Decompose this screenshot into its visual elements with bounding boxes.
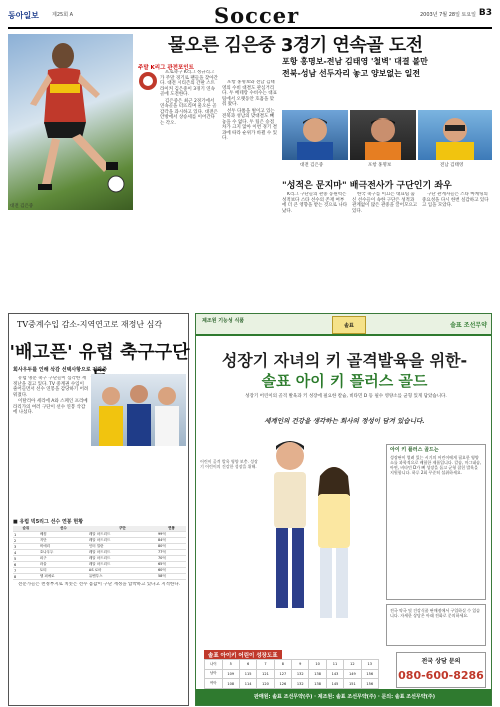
photo-caption-3: 전남 김태영 [440,163,464,168]
ad-table-cell: 남아 [205,669,223,679]
box-byline: 회사우두를 인해 삭감 선택사항으로 전락중 [13,367,107,373]
ad-phone-box[interactable] [396,652,486,688]
player-photo-3 [418,110,492,160]
article-paragraph: 선두 다툼을 벌이고 있는 전북과 성남의 맞대결도 빼놓을 수 없다. 두 팀은 승점 차가 크지 않아 이번 경기 결과에 따라 순위가 바뀔 수 있다. [222,108,277,141]
advertisement[interactable] [195,313,492,706]
ad-table-cell: 126 [274,679,291,689]
lead-label: 주말 K리그 관전포인트 [138,65,194,71]
section-title: Soccer [214,3,300,28]
table-cell: 베컴 [39,532,88,538]
table-cell: 지단 [39,538,88,544]
ad-phone-number[interactable]: 080-600-8286 [398,669,484,682]
ad-product-name: 솔표 아이 키 플러스 골드 [261,372,428,390]
ad-slogan: 세계인의 건강을 생각하는 회사의 정성이 담겨 있습니다. [264,417,425,425]
ad-table-cell: 11 [326,660,343,670]
table-cell: 84억 [157,538,186,544]
photo-caption-2: 포항 홍명보 [368,163,392,168]
ad-left-note: 어린이 골격 발육 영양 보충. 성장기 어린이의 건강한 성장을 위해. [200,459,258,469]
ad-top-banner [196,314,492,336]
table-cell: 99억 [157,532,186,538]
main-headline: 물오른 김은중 3경기 연속골 도전 [168,35,423,56]
ad-table-cell: 151 [344,679,361,689]
ad-table-cell: 10 [309,660,326,670]
ad-table-cell: 156 [361,679,378,689]
table-cell: 7 [13,568,39,574]
table-cell: 70억 [157,556,186,562]
ad-table-cell: 120 [257,679,274,689]
ad-company-name: 솔표 조선무약 [450,322,487,329]
masthead [8,3,492,29]
article-paragraph: 전문가들은 천정부지로 치솟은 선수 몸값이 구단 재정을 압박하고 있다고 지적한다. [18,582,181,587]
article-paragraph: K리그 구단들의 관중 동원력은 성적보다 스타 선수의 존재 여부에 더 큰 영향을 받는 것으로 나타났다. [282,192,348,214]
table-cell: 인터 밀란 [88,544,157,550]
table-cell: 3 [13,544,39,550]
paper-name: 동아일보 [8,11,39,20]
box-text-column-2 [13,582,186,702]
ad-table-cell: 127 [274,669,291,679]
article-paragraph: 포항 홍명보와 전남 김태영의 수비 대결도 관심거리다. 두 베테랑 수비수는 대표팀에서 오랫동안 호흡을 맞춰 왔다. [222,80,277,107]
ad-brand-tag: 제조원 기능성 식품 [202,318,245,324]
table-cell: 토티 [39,568,88,574]
ad-phone-label: 전국 상담 문의 [421,658,461,665]
photo-caption-1: 대전 김은중 [300,163,324,168]
table-title: ■ 유럽 빅5리그 선수 연봉 현황 [13,519,84,525]
table-cell: 레알 마드리드 [88,532,157,538]
ad-table-cell: 121 [257,669,274,679]
ad-table-cell: 12 [344,660,361,670]
ad-table-cell: 145 [326,679,343,689]
table-cell: 레알 마드리드 [88,538,157,544]
article-column-1 [160,70,218,310]
issue-date: 2003년 7월 28일 토요일 [419,12,476,18]
player-illustration [8,34,133,210]
table-cell: 65억 [157,562,186,568]
table-row [13,574,186,580]
right-column-1 [282,192,348,308]
ad-table-cell: 149 [344,669,361,679]
ad-table-cell: 138 [309,679,326,689]
ad-table-cell: 여아 [205,679,223,689]
k-league-logo [138,71,158,91]
ad-info-box [386,444,486,600]
table-cell: AS 로마 [88,568,157,574]
ad-table-cell: 9 [292,660,309,670]
player-photo [8,34,133,210]
ad-table-cell: 나이 [205,660,223,670]
ad-table-cell: 13 [361,660,378,670]
ad-table-row [205,679,379,689]
page-number: B3 [478,8,492,18]
ad-table-cell: 132 [292,669,309,679]
ad-product-box: 솔표 [332,316,366,334]
photo-caption: 대전 김은중 [10,204,34,209]
table-cell: 58억 [157,574,186,580]
table-cell: 레알 마드리드 [88,550,157,556]
edition-label: 제25회 A [52,12,74,18]
table-cell: 5 [13,556,39,562]
ad-description: 성장기 어린이의 골격 발육과 키 성장에 필요한 칼슘, 비타민 D 등 필수 영양소를 균형 있게 담았습니다. [245,394,447,399]
ad-purchase-box: 전국 약국 및 건강식품 판매점에서 구입하실 수 있습니다. 자세한 상담은 아래 전화로 문의하세요. [386,604,486,646]
table-cell: 80억 [157,544,186,550]
right-column-2 [352,192,418,308]
ad-chart-title: 솔표 아이키 어린이 성장도표 [204,650,282,660]
right-column-3 [422,192,492,308]
box-kicker: TV중계수입 감소-지역연고로 재정난 심각 [17,320,163,329]
article-paragraph: 프로축구 K리그 정규리그가 주말 경기로 팬들을 찾아간다. 대전 시티즌의 간판 스트라이커 김은중이 3경기 연속골에 도전한다. [160,70,218,97]
salary-table [13,526,186,580]
table-cell: 피구 [39,556,88,562]
article-paragraph: 유럽 명문 축구 구단들이 심각한 재정난을 겪고 있다. TV 중계권 수입이 줄어들면서 선수 연봉을 감당하기 어려워졌다. [13,376,89,398]
ad-headline: 성장기 자녀의 키 골격발육을 위한- [221,351,468,370]
ad-table-cell: 114 [239,679,256,689]
ad-info-text: 성장판이 열려 있는 시기의 어린이에게 필요한 영양소를 과학적으로 배합한 제품입니다. 칼슘, 마그네슘, 아연, 비타민 D가 뼈 성장을 돕고 균형 잡힌 발육을 지원합니다. 하루 2회 꾸준히 섭취하세요. [390,455,482,475]
players-group-photo [91,374,186,446]
table-cell: 77억 [157,550,186,556]
ad-table-cell: 108 [222,679,239,689]
ad-table-cell: 109 [222,669,239,679]
ad-table-cell: 115 [239,669,256,679]
box-text-column-1 [13,376,89,516]
table-header-cell: 선수 [39,526,88,532]
ad-table-cell: 8 [274,660,291,670]
subhead-2: 전북-성남 선두자리 놓고 양보없는 일전 [282,69,421,78]
article-paragraph: 구단 관계자들은 스타 마케팅의 중요성을 다시 한번 실감하고 있다고 입을 모았다. [422,192,489,208]
table-cell: 델 피에로 [39,574,88,580]
player-photo-1 [282,110,348,160]
ad-table-cell: 132 [292,679,309,689]
ad-kids-illustration [256,426,368,646]
ad-growth-table [204,659,379,689]
ad-table-cell: 156 [361,669,378,679]
article-column-2 [222,80,278,310]
ad-table-cell: 143 [326,669,343,679]
table-cell: 유벤투스 [88,574,157,580]
ad-table-row [205,660,379,670]
table-cell: 비에리 [39,544,88,550]
table-cell: 1 [13,532,39,538]
table-cell: 레알 마드리드 [88,562,157,568]
box-title: '배고픈' 유럽 축구구단 [9,342,190,363]
ad-info-title: 아이 키 플러스 골드는 [390,447,439,453]
article-paragraph: 김은중은 최근 2경기에서 연속골을 터뜨리며 물오른 골 감각을 과시하고 있다. 대전은 안방에서 상승세를 이어간다는 각오. [160,98,218,126]
europe-clubs-box [8,313,189,706]
article-paragraph: 한국 축구를 이끄는 대표팀 출신 선수들이 속한 구단은 성적과 관계없이 많은 관중을 끌어모으고 있다. [352,192,418,214]
table-header-cell: 연봉 [157,526,186,532]
ad-table-cell: 138 [309,669,326,679]
table-cell: 6 [13,562,39,568]
ad-table-cell: 5 [222,660,239,670]
table-cell: 4 [13,550,39,556]
article-paragraph: 이탈리아 세리에 A와 스페인 프리메라리가의 여러 구단이 선수 연봉 삭감에 나섰다. [13,399,88,415]
ad-bottom-bar: 판매원: 솔표 조선무약(주) · 제조원: 솔표 조선무약(주) · 문의: 솔표 조선무약(주) [196,689,492,705]
table-cell: 60억 [157,568,186,574]
ad-table-cell: 7 [257,660,274,670]
secondary-headline: "성적은 문지마" 배극전사가 구단인기 좌우 [282,181,452,191]
ad-table-cell: 6 [239,660,256,670]
table-cell: 호나우두 [39,550,88,556]
table-cell: 2 [13,538,39,544]
ad-table-row [205,669,379,679]
player-photo-2 [350,110,416,160]
table-cell: 8 [13,574,39,580]
subhead-1: 포항 홍명보-전남 김태영 '철벽' 대결 볼만 [282,57,428,66]
table-header-cell: 구단 [88,526,157,532]
table-cell: 레알 마드리드 [88,556,157,562]
table-header-cell: 순위 [13,526,39,532]
table-cell: 라울 [39,562,88,568]
